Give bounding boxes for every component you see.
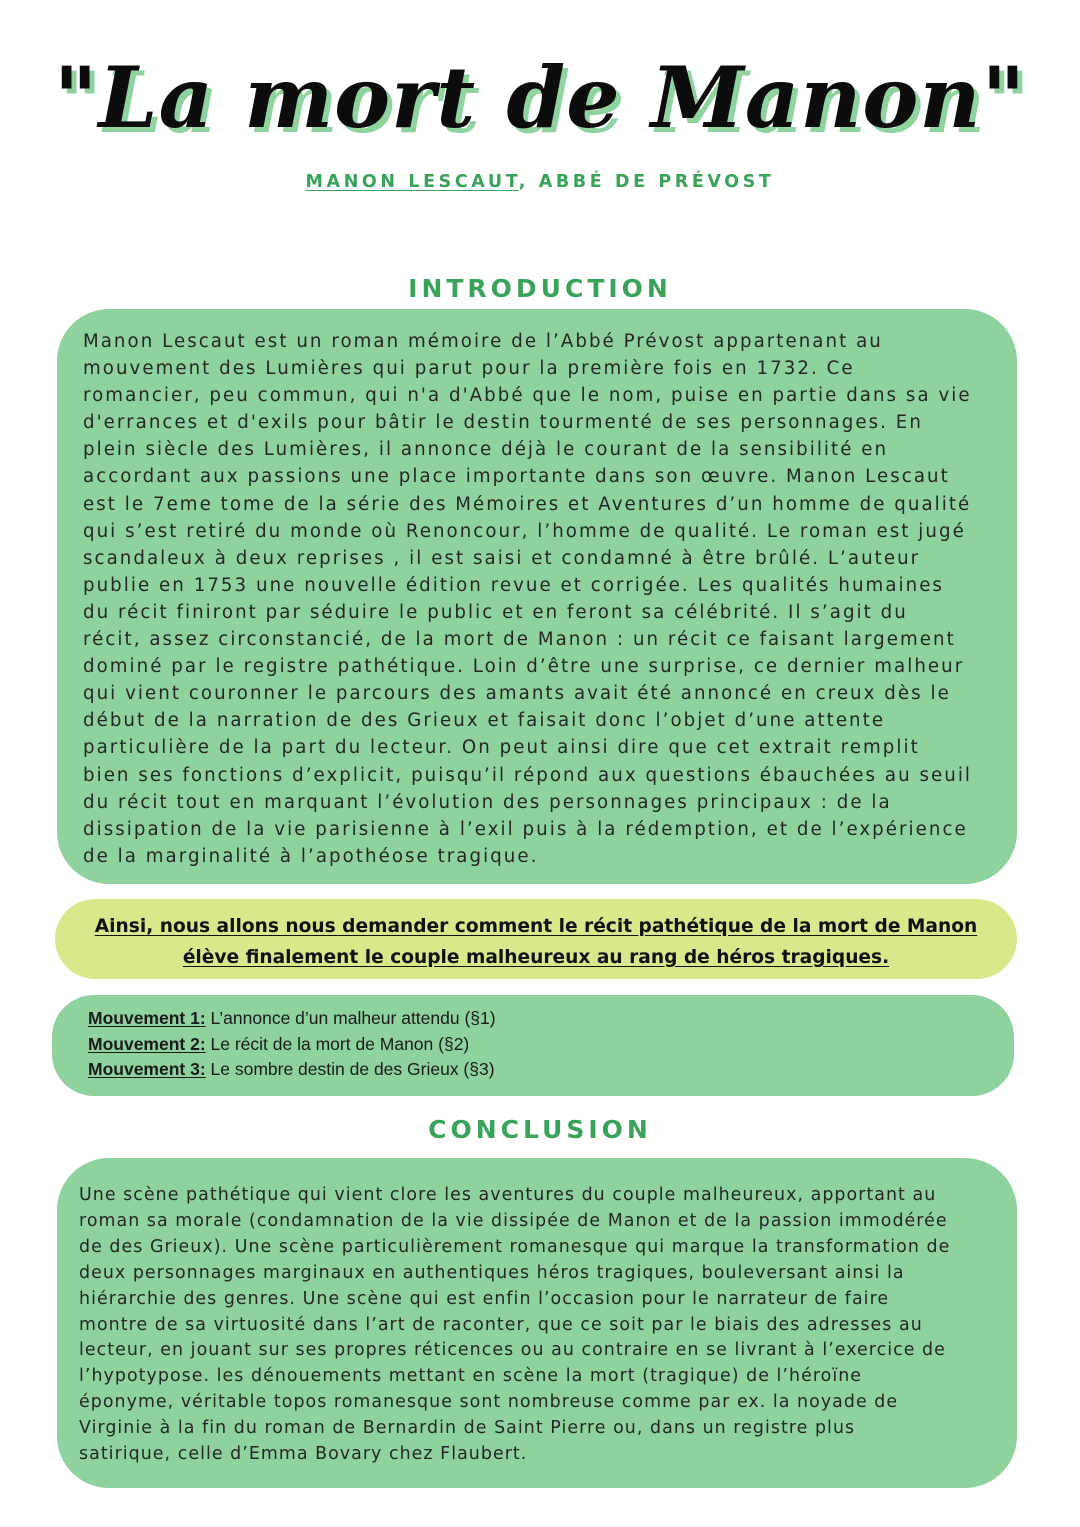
text-line: qui vient couronner le parcours des amants avait été annoncé en creux dès le (83, 683, 951, 705)
mouvement-1 (88, 1006, 1014, 1032)
introduction-text (83, 328, 993, 870)
text-line: montre de sa virtuosité dans l’art de raconter, que ce soit par le biais des adresses au (79, 1314, 923, 1335)
conclusion-box (57, 1158, 1017, 1488)
mouvement-label: Mouvement 2: (88, 1033, 206, 1054)
mouvement-text: L’annonce d’un malheur attendu (§1) (205, 1008, 496, 1028)
page-subtitle (0, 172, 1080, 192)
text-line: deux personnages marginaux en authentiques héros tragiques, bouleversant ainsi la (79, 1262, 905, 1283)
introduction-box (57, 309, 1017, 884)
text-line: mouvement des Lumières qui parut pour la première fois en 1732. Ce (83, 358, 855, 380)
mouvement-2 (88, 1032, 1014, 1058)
text-line: d'errances et d'exils pour bâtir le destin tourmenté de ses personnages. En (83, 412, 923, 434)
mouvement-label: Mouvement 3: (88, 1059, 206, 1080)
text-line: du récit tout en marquant l’évolution des personnages principaux : de la (83, 791, 892, 813)
author-name: , ABBÉ DE PRÉVOST (518, 172, 775, 192)
mouvement-label: Mouvement 1: (88, 1008, 206, 1028)
text-line: plein siècle des Lumières, il annonce déjà le courant de la sensibilité en (83, 439, 889, 461)
book-title: MANON LESCAUT (305, 172, 519, 192)
introduction-heading: INTRODUCTION (408, 274, 672, 303)
text-line: l’hypotypose. les dénouements mettant en scène la mort (tragique) de l’héroïne (79, 1366, 863, 1387)
problematique-line-1: Ainsi, nous allons nous demander comment le récit pathétique de la mort de Manon (94, 916, 978, 937)
text-line: qui s’est retiré du monde où Renoncour, l’homme de qualité. Le roman est jugé (83, 520, 966, 542)
text-line: dominé par le registre pathétique. Loin d’être une surprise, ce dernier malheur (83, 656, 965, 678)
text-line: de des Grieux). Une scène particulièrement romanesque qui marque la transformation de (79, 1236, 951, 1257)
page-title: "La mort de Manon" (53, 48, 1027, 147)
text-line: roman sa morale (condamnation de la vie dissipée de Manon et de la passion immodérée (79, 1210, 948, 1231)
text-line: du récit finiront par séduire le public et en feront sa célébrité. Il s’agit du (83, 601, 908, 623)
text-line: est le 7eme tome de la série des Mémoires et Aventures d’un homme de qualité (83, 493, 972, 515)
text-line: Virginie à la fin du roman de Bernardin de Saint Pierre ou, dans un registre plus (79, 1418, 856, 1439)
text-line: éponyme, véritable topos romanesque sont nombreuse comme par ex. la noyade de (79, 1392, 899, 1413)
text-line: récit, assez circonstancié, de la mort de Manon : un récit ce faisant largement (83, 629, 956, 651)
text-line: dissipation de la vie parisienne à l’exil puis à la rédemption, et de l’expérience (83, 818, 968, 840)
text-line: romancier, peu commun, qui n'a d'Abbé que le nom, puise en partie dans sa vie (83, 385, 972, 407)
problematique-line-2: élève finalement le couple malheureux au rang de héros tragiques. (182, 947, 890, 968)
text-line: scandaleux à deux reprises , il est saisi et condamné à être brûlé. L’auteur (83, 547, 921, 569)
text-line: lecteur, en jouant sur ses propres réticences ou au contraire en se livrant à l’exercice de (79, 1340, 946, 1361)
text-line: publie en 1753 une nouvelle édition revue et corrigée. Les qualités humaines (83, 574, 944, 596)
text-line: hiérarchie des genres. Une scène qui est enfin l’occasion pour le narrateur de faire (79, 1288, 890, 1309)
text-line: bien ses fonctions d’explicit, puisqu’il répond aux questions ébauchées au seuil (83, 764, 973, 786)
text-line: Une scène pathétique qui vient clore les aventures du couple malheureux, apportant au (79, 1185, 937, 1205)
text-line: début de la narration de des Grieux et faisait donc l’objet d’une attente (83, 710, 886, 732)
text-line: satirique, celle d’Emma Bovary chez Flaubert. (79, 1444, 528, 1465)
conclusion-text (79, 1183, 995, 1468)
mouvement-3 (88, 1057, 1014, 1083)
text-line: Manon Lescaut est un roman mémoire de l’Abbé Prévost appartenant au (83, 331, 883, 352)
problematique-box (55, 899, 1017, 979)
text-line: accordant aux passions une place importante dans son œuvre. Manon Lescaut (83, 466, 950, 488)
text-line: particulière de la part du lecteur. On peut ainsi dire que cet extrait remplit (83, 737, 920, 759)
mouvement-text: Le récit de la mort de Manon (§2) (205, 1033, 470, 1054)
text-line: de la marginalité à l’apothéose tragique. (83, 845, 539, 867)
conclusion-heading: CONCLUSION (428, 1115, 652, 1144)
mouvement-text: Le sombre destin de des Grieux (§3) (205, 1059, 495, 1080)
mouvements-box (52, 995, 1014, 1096)
